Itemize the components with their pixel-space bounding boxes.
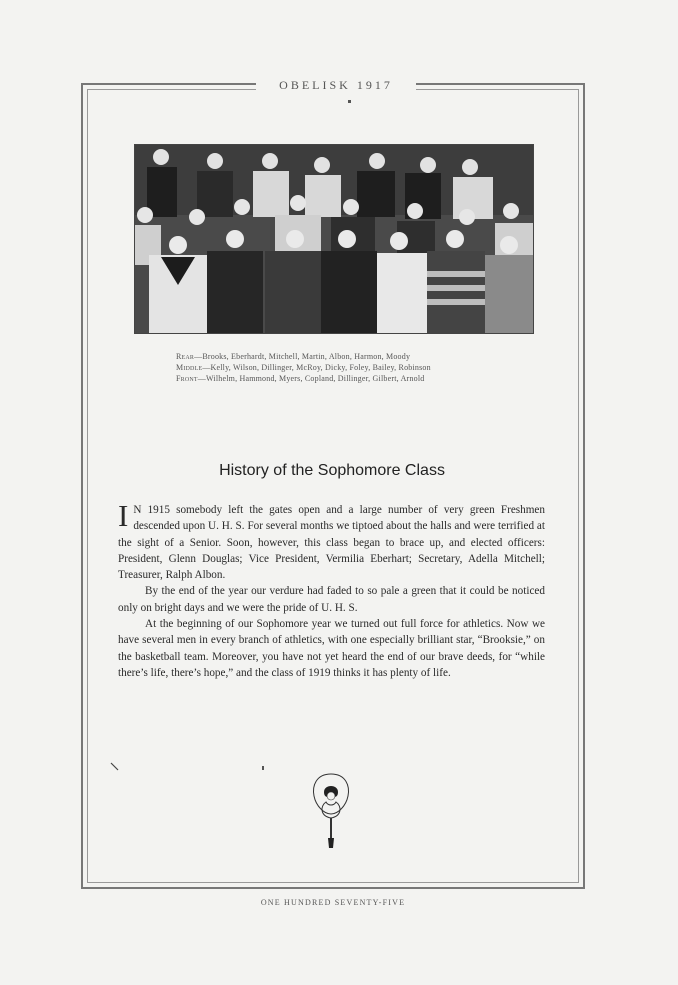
paragraph-2: By the end of the year our verdure had faded to so pale a green that it could be noticed only on bright days and we were the pride of U. H. S. [118, 585, 545, 614]
class-photo [134, 144, 534, 334]
print-speck [348, 100, 351, 103]
girl-vignette-icon [310, 772, 352, 858]
caption-row-middle: Middle—Kelly, Wilson, Dillinger, McRoy, Dicky, Foley, Bailey, Robinson [176, 363, 431, 372]
page-number-footer: ONE HUNDRED SEVENTY-FIVE [260, 898, 406, 907]
print-mark [110, 762, 120, 772]
drop-cap: I [118, 498, 129, 533]
article-body [118, 498, 545, 681]
photo-caption [176, 351, 516, 384]
running-header: OBELISK 1917 [256, 76, 416, 94]
paragraph-3: At the beginning of our Sophomore year we turned out full force for athletics. Now we have several men in every branch of athletics, with one especially brilliant star, “Brooksie,” on the basketball team. Moreover, you have not yet heard the end of our brave deeds, for “while there’s life, there’s hope,” and the class of 1919 thinks it has plenty of life. [118, 618, 545, 679]
paragraph-1: I N 1915 somebody left the gates open and a large number of very green Freshmen descended upon U. H. S. For several months we tiptoed about the halls and were terrified at the sight of a Senior. Soon, however, this class began to brace up, and elected officers: President, Glenn Douglas; Vice President, Vermilia Eberhart; Secretary, Adella Mitchell; Treasurer, Ralph Albon. [118, 498, 545, 582]
article-title: History of the Sophomore Class [219, 462, 445, 479]
print-speck [262, 766, 264, 770]
caption-row-rear: Rear—Brooks, Eberhardt, Mitchell, Martin, Albon, Harmon, Moody [176, 352, 411, 361]
class-photo-icon [135, 145, 533, 333]
caption-row-front: Front—Wilhelm, Hammond, Myers, Copland, Dillinger, Gilbert, Arnold [176, 374, 425, 383]
